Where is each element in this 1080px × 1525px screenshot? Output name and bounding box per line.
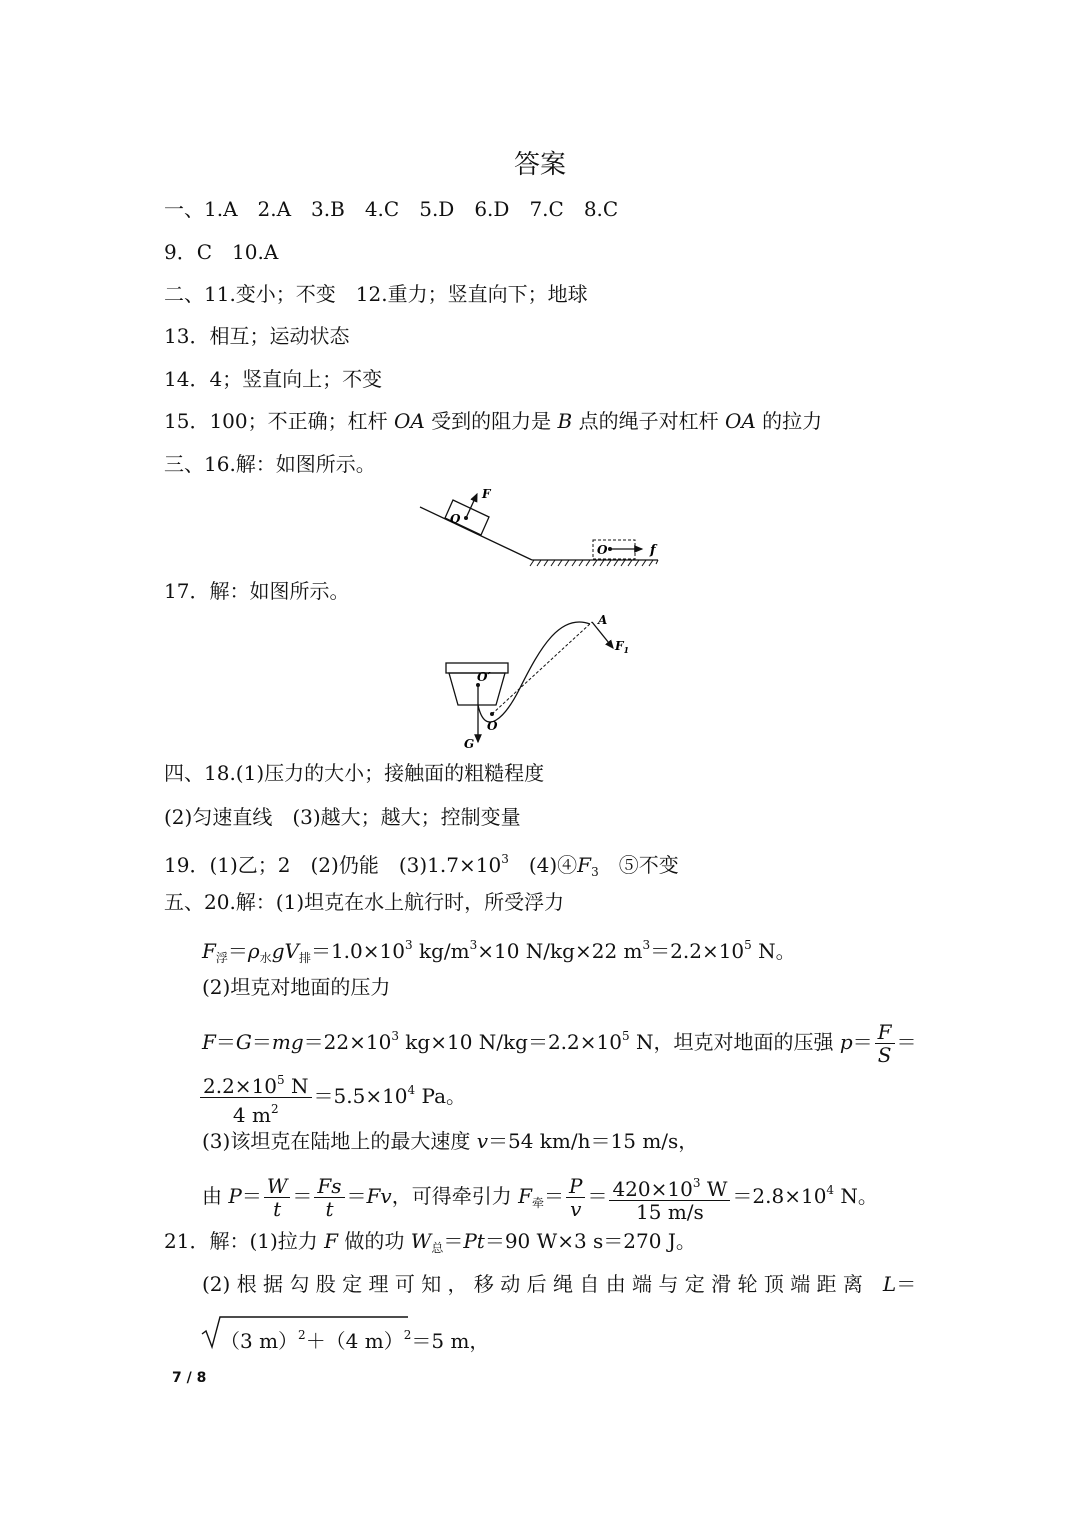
answer-line-2: 9．C 10.A <box>164 240 279 264</box>
q21-line-2: (2) 根 据 勾 股 定 理 可 知 ， 移 动 后 绳 自 由 端 与 定 滑 轮 顶 端 距 离 L＝ <box>202 1272 917 1296</box>
fraction-pressure: $\frac{2.2\times 10^5 N}{4 m^2}$ <box>200 1069 312 1126</box>
q19-exp: 3 <box>501 852 509 866</box>
answer-line-4: 13．相互；运动状态 <box>164 324 350 348</box>
q15-text-a: 15．100；不正确；杠杆 <box>164 409 394 433</box>
q15-oa-2: OA <box>724 409 756 433</box>
fig17-oprime-label: O′ <box>477 670 491 684</box>
figure-17-bucket <box>440 608 640 758</box>
q19-text-f: ⑤不变 <box>598 853 679 877</box>
fraction-w-over-t: $\frac{W}{t}$ <box>264 1175 291 1220</box>
fig17-o-label: O <box>487 719 498 733</box>
page-title: 答案 <box>513 150 566 180</box>
answer-line-9: 四、18.(1)压力的大小；接触面的粗糙程度 <box>164 761 545 785</box>
fraction-p-over-v: $\frac{P}{v}$ <box>566 1175 585 1220</box>
fig17-g-label: G <box>464 737 475 751</box>
q19-f-sub: 3 <box>591 865 599 879</box>
q15-text-e: 点的绳子对杠杆 <box>572 409 725 433</box>
q20-pressure-result: $\frac{2.2\times 10^5 N}{4 m^2}$ $=5.5\times 10^4$ Pa。 <box>198 1066 466 1126</box>
q15-b: B <box>557 409 573 433</box>
answer-line-3: 二、11.变小；不变 12.重力；竖直向下；地球 <box>164 282 588 306</box>
q21-line-1: 21．解：(1)拉力 F 做的功 $W_总=Pt=90$ W×3 s＝270 J。 <box>164 1229 696 1255</box>
q19-text-a: 19．(1)乙；2 (2)仍能 (3)1.7×10 <box>164 853 502 877</box>
q20-line-3: (2)坦克对地面的压力 <box>202 975 391 999</box>
q20-speed-line: (3)该坦克在陆地上的最大速度 v＝54 km/h＝15 m/s， <box>202 1129 699 1153</box>
answer-line-6 <box>164 408 822 434</box>
answer-line-8: 17．解：如图所示。 <box>164 579 350 603</box>
q19-text-c: (4)④ <box>508 853 578 877</box>
q20-traction-eq: 由 P＝ $\frac{W}{t}$ ＝ $\frac{Fs}{t}$ ＝Fv，可得牵引力 $F_牵=$ $\frac{P}{v}$ ＝ $\frac{420\times 10^3 W}{15 m/s}$ $=2.8\times 10^4$ N。 <box>202 1174 878 1224</box>
fig17-f1-label: $F_1$ <box>615 639 630 655</box>
answer-line-11 <box>164 846 679 885</box>
fig16-f-label: F <box>482 487 491 501</box>
q20-buoyancy-eq: $F_浮=\rho_水gV_排=1.0\times 10^3$ $kg/m^3\times 10$ N/kg×22 $m^3=2.2\times 10^5$ N。 <box>202 938 796 965</box>
answer-line-5: 14．4；竖直向上；不变 <box>164 367 383 391</box>
fig16-f-friction-label: f <box>650 543 656 558</box>
fig16-o-label-2: O <box>597 543 608 557</box>
q20-pressure-eq: $F=G=mg=22\times 10^3$ kg×10 $N/kg=2.2\times 10^5$ N，坦克对地面的压强 p＝ $\frac{F}{S}$ ＝ <box>202 1020 917 1067</box>
fig17-a-label: A <box>598 613 608 627</box>
figure-16-incline <box>410 485 670 570</box>
q15-oa-1: OA <box>393 409 425 433</box>
page-number: 7 / 8 <box>172 1370 207 1386</box>
answer-line-1: 一、1.A 2.A 3.B 4.C 5.D 6.D 7.C 8.C <box>164 197 619 221</box>
answer-line-12: 五、20.解：(1)坦克在水上航行时，所受浮力 <box>164 890 565 914</box>
fraction-f-over-s: $\frac{F}{S}$ <box>875 1021 895 1066</box>
q15-text-g: 的拉力 <box>755 409 823 433</box>
answer-line-7: 三、16.解：如图所示。 <box>164 452 376 476</box>
fig16-o-label-1: O <box>450 512 461 526</box>
answer-line-10: (2)匀速直线 (3)越大；越大；控制变量 <box>164 805 521 829</box>
fraction-fs-over-t: $\frac{Fs}{t}$ <box>314 1175 344 1220</box>
fraction-power-over-speed: $\frac{420\times 10^3 W}{15 m/s}$ <box>609 1172 730 1223</box>
q15-text-c: 受到的阻力是 <box>424 409 558 433</box>
q19-f: F <box>577 853 592 877</box>
q21-line-3: （3 m）$^2$＋（4 m）$^2$＝5 m， <box>220 1328 490 1353</box>
